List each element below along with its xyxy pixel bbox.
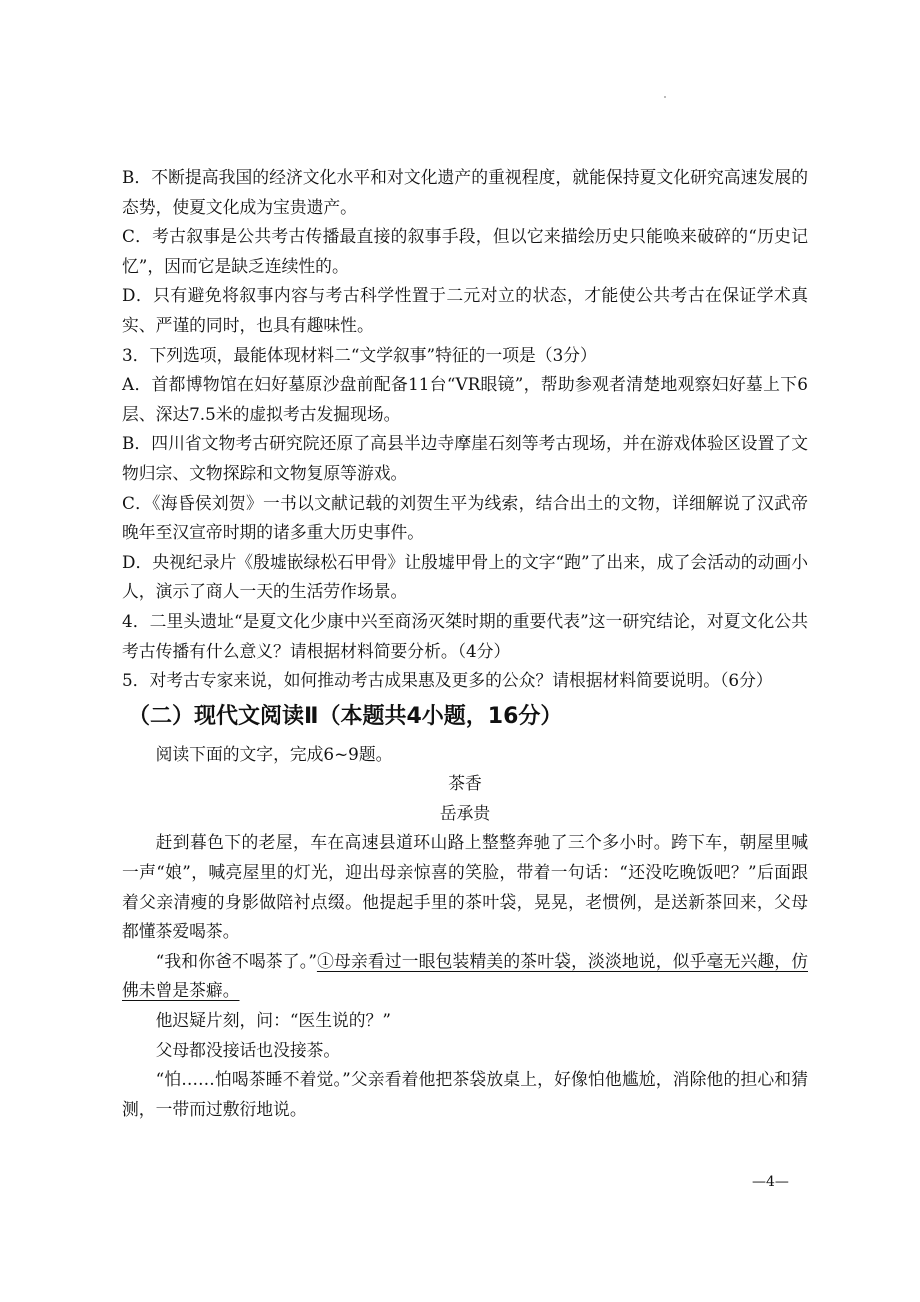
q5-stem: 5．对考古专家来说，如何推动考古成果惠及更多的公众？请根据材料简要说明。（6分） — [122, 670, 773, 691]
story-paragraph-2 — [122, 947, 808, 1006]
q3-option-b: B．四川省文物考古研究院还原了高县半边寺摩崖石刻等考古现场，并在游戏体验区设置了文物归宗、文物探踪和文物复原等游戏。 — [122, 433, 808, 483]
q3-option-d: D．央视纪录片《殷墟嵌绿松石甲骨》让殷墟甲骨上的文字“跑”了出来，成了会活动的动画小人，演示了商人一天的生活劳作场景。 — [122, 551, 808, 602]
q3-stem: 3．下列选项，最能体现材料二“文学叙事”特征的一项是（3分） — [122, 344, 597, 365]
q2-option-c: C．考古叙事是公共考古传播最直接的叙事手段，但以它来描绘历史只能唤来破碎的“历史记忆”，因而它是缺乏连续性的。 — [122, 226, 808, 276]
quote-text: “我和你爸不喝茶了。” — [155, 950, 317, 971]
story-paragraph-1: 赶到暮色下的老屋，车在高速县道环山路上整整奔驰了三个多小时。跨下车，朝屋里喊一声“娘”，喊亮屋里的灯光，迎出母亲惊喜的笑脸，带着一句话：“还没吃晚饭吧？”后面跟着父亲清瘦的身影做陪衬点缀。他提起手里的茶叶袋，晃晃，老惯例，是送新茶回来，父母都懂茶爱喝茶。 — [122, 832, 808, 942]
section-title: （二）现代文阅读Ⅱ（本题共4小题，16分） — [128, 703, 563, 729]
story-author: 岳承贵 — [439, 802, 491, 823]
q3-option-a: A．首都博物馆在妇好墓原沙盘前配备11台“VR眼镜”，帮助参观者清楚地观察妇好墓上下6层、深达7.5米的虚拟考古发掘现场。 — [122, 374, 808, 424]
page-number: —4— — [752, 1174, 789, 1190]
story-paragraph-4: 父母都没接话也没接茶。 — [155, 1039, 341, 1060]
scan-speck — [664, 96, 666, 98]
reading-instruction: 阅读下面的文字，完成6~9题。 — [155, 743, 393, 764]
underlined-sentence-1: ①母亲看过一眼包装精美的茶叶袋，淡淡地说，似乎毫无兴趣，仿佛未曾是茶癖。 — [122, 950, 808, 1001]
story-title: 茶香 — [448, 773, 482, 794]
q2-option-b: B．不断提高我国的经济文化水平和对文化遗产的重视程度，就能保持夏文化研究高速发展的态势，使夏文化成为宝贵遗产。 — [122, 167, 808, 217]
q2-option-d: D．只有避免将叙事内容与考古科学性置于二元对立的状态，才能使公共考古在保证学术真实、严谨的同时，也具有趣味性。 — [122, 285, 808, 335]
story-paragraph-5: “怕……怕喝茶睡不着觉。”父亲看着他把茶袋放桌上，好像怕他尴尬，消除他的担心和猜测，一带而过敷衍地说。 — [122, 1069, 808, 1119]
q4-stem: 4．二里头遗址“是夏文化少康中兴至商汤灭桀时期的重要代表”这一研究结论，对夏文化公共考古传播有什么意义？请根据材料简要分析。（4分） — [122, 610, 808, 661]
page-content — [122, 163, 808, 1124]
q3-option-c: C．《海昏侯刘贺》一书以文献记载的刘贺生平为线索，结合出土的文物，详细解说了汉武帝晚年至汉宣帝时期的诸多重大历史事件。 — [122, 492, 808, 543]
story-paragraph-3: 他迟疑片刻，问：“医生说的？” — [155, 1010, 391, 1031]
